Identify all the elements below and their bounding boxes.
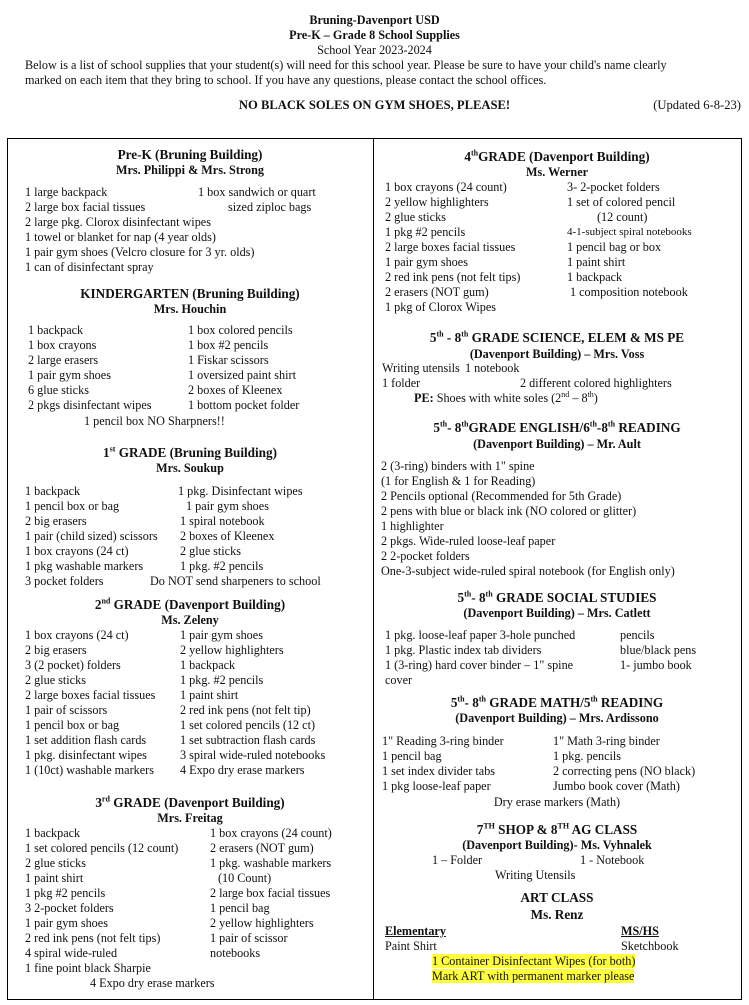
- gym-shoes-notice: NO BLACK SOLES ON GYM SHOES, PLEASE!: [238, 98, 511, 112]
- list-item: 1 pkg of Clorox Wipes: [385, 300, 496, 314]
- list-item: Writing utensils: [382, 361, 460, 375]
- list-item: 1 set colored pencils (12 count): [25, 841, 179, 855]
- shop-title-c: SHOP & 8: [494, 822, 558, 837]
- list-item: 1 folder: [382, 376, 421, 390]
- list-item: 1 pkg. Disinfectant wipes: [178, 484, 303, 498]
- art-elementary-item: Paint Shirt: [385, 939, 437, 953]
- math-title-f: th: [590, 694, 598, 704]
- list-item: 1 pair gym shoes (Velcro closure for 3 yr. olds): [25, 245, 255, 259]
- math-title-c: - 8: [464, 695, 479, 710]
- first-grade-sup: st: [109, 444, 116, 454]
- list-item: 1 backpack: [25, 484, 81, 498]
- list-item: 1 pair of scissor: [210, 931, 288, 945]
- list-item: 1 bottom pocket folder: [188, 398, 300, 412]
- column-divider: [373, 138, 374, 1000]
- social-title: [376, 590, 738, 606]
- list-item: 1 (10ct) washable markers: [25, 763, 154, 777]
- social-title-d: th: [485, 589, 493, 599]
- list-item: 1 paint shirt: [25, 871, 84, 885]
- list-item: 2 red ink pens (not felt tip): [180, 703, 311, 717]
- shop-left-item: 1 – Folder: [432, 853, 483, 867]
- art-note-2: [432, 969, 634, 984]
- third-grade-num: 3: [95, 795, 102, 810]
- list-item: 1 pkg. Plastic index tab dividers: [385, 643, 542, 657]
- science-title-a: 5: [429, 330, 437, 345]
- list-item: 2 glue sticks: [25, 856, 86, 870]
- list-item: 1 fine point black Sharpie: [25, 961, 151, 975]
- list-item: 2 big erasers: [25, 514, 87, 528]
- list-item: Do NOT send sharpeners to school: [150, 574, 321, 588]
- social-title-a: 5: [457, 590, 465, 605]
- english-subtitle: (Davenport Building) – Mr. Ault: [473, 437, 641, 451]
- updated-date: (Updated 6-8-23): [653, 98, 741, 112]
- math-title: [376, 695, 738, 711]
- science-pe-label: PE:: [414, 391, 434, 405]
- fourth-grade-num: 4: [464, 149, 471, 164]
- list-item: 1 Fiskar scissors: [188, 353, 269, 367]
- list-item: 2 large boxes facial tissues: [385, 240, 516, 254]
- list-item: 2 yellow highlighters: [385, 195, 489, 209]
- second-grade-sup: nd: [101, 596, 111, 606]
- art-note-1: [432, 954, 635, 969]
- social-title-c: - 8: [471, 590, 486, 605]
- art-title: ART CLASS: [520, 890, 594, 905]
- list-item: 2 pkgs disinfectant wipes: [28, 398, 152, 412]
- list-item: 1 set index divider tabs: [382, 764, 496, 778]
- list-item: 2 red ink pens (not felt tips): [25, 931, 161, 945]
- list-item: 2 boxes of Kleenex: [188, 383, 283, 397]
- art-elementary-label: Elementary: [385, 924, 446, 938]
- math-title-g: READING: [597, 695, 664, 710]
- list-item: 1 set of colored pencil: [567, 195, 676, 209]
- shop-title-a: 7: [476, 822, 484, 837]
- shop-title-e: AG CLASS: [569, 822, 638, 837]
- second-grade-num: 2: [94, 597, 102, 612]
- list-item: 2 large pkg. Clorox disinfectant wipes: [25, 215, 211, 229]
- math-subtitle: (Davenport Building) – Mrs. Ardissono: [455, 711, 659, 725]
- list-item: 1 pkg. #2 pencils: [180, 673, 264, 687]
- list-item: cover: [385, 673, 413, 687]
- list-item: 3 (2 pocket) folders: [25, 658, 121, 672]
- math-footer: Dry erase markers (Math): [493, 795, 621, 809]
- list-item: 1 pencil bag or box: [567, 240, 662, 254]
- list-item: 1 pencil bag: [210, 901, 270, 915]
- list-item: 1 backpack: [25, 826, 81, 840]
- list-item: (1 for English & 1 for Reading): [381, 474, 536, 488]
- list-item: 1 pkg loose-leaf paper: [382, 779, 491, 793]
- fourth-grade-rest: GRADE (Davenport Building): [478, 149, 650, 164]
- science-subtitle: (Davenport Building) – Mrs. Voss: [469, 347, 645, 361]
- third-grade-title: [10, 795, 370, 811]
- math-title-a: 5: [450, 695, 458, 710]
- list-item: 1 pair of scissors: [25, 703, 108, 717]
- art-mshs-item: Sketchbook: [621, 939, 679, 953]
- list-item: 1 pkg. washable markers: [210, 856, 332, 870]
- list-item: 1 pair (child sized) scissors: [25, 529, 158, 543]
- fourth-grade-title: [376, 149, 738, 165]
- list-item: 2 yellow highlighters: [210, 916, 314, 930]
- fourth-grade-sup: th: [471, 148, 479, 158]
- art-note-1-text: 1 Container Disinfectant Wipes (for both): [432, 954, 636, 968]
- shop-subtitle: (Davenport Building)- Ms. Vyhnalek: [462, 838, 652, 852]
- list-item: 1- jumbo book: [620, 658, 692, 672]
- list-item: 1 pencil bag: [382, 749, 442, 763]
- shop-title-d: TH: [557, 821, 570, 831]
- prek-teacher: Mrs. Philippi & Mrs. Strong: [115, 163, 265, 177]
- list-item: 1 box crayons (24 count): [210, 826, 332, 840]
- first-grade-rest: GRADE (Bruning Building): [115, 445, 277, 460]
- list-item: 1 oversized paint shirt: [188, 368, 296, 382]
- list-item: 1" Reading 3-ring binder: [382, 734, 504, 748]
- list-item: 2 yellow highlighters: [180, 643, 284, 657]
- science-pe-text: Shoes with white soles (2: [433, 391, 562, 405]
- list-item: 1 pair gym shoes: [186, 499, 269, 513]
- art-teacher: Ms. Renz: [530, 907, 584, 922]
- list-item: 1 highlighter: [381, 519, 444, 533]
- list-item: 1 pkg #2 pencils: [25, 886, 106, 900]
- list-item: 1 paint shirt: [180, 688, 239, 702]
- list-item: One-3-subject wide-ruled spiral notebook (for English only): [381, 564, 675, 578]
- art-mshs-label: MS/HS: [621, 924, 659, 938]
- list-item: 2 erasers (NOT gum): [210, 841, 314, 855]
- list-item: 1 notebook: [465, 361, 520, 375]
- list-item: 2 erasers (NOT gum): [385, 285, 489, 299]
- list-item: pencils: [620, 628, 655, 642]
- list-item: 1 pencil box or bag: [25, 718, 120, 732]
- list-item: 2 pkgs. Wide-ruled loose-leaf paper: [381, 534, 556, 548]
- third-grade-sup: rd: [101, 794, 110, 804]
- science-title-b: th: [436, 329, 444, 339]
- math-title-b: th: [457, 694, 465, 704]
- list-item: 2 different colored highlighters: [520, 376, 672, 390]
- kindergarten-teacher: Mrs. Houchin: [153, 302, 227, 316]
- list-item: 2 boxes of Kleenex: [180, 529, 275, 543]
- district-name: Bruning-Davenport USD: [309, 13, 440, 27]
- english-title-c: - 8: [447, 420, 462, 435]
- shop-footer: Writing Utensils: [495, 868, 576, 882]
- list-item: 1 pkg. loose-leaf paper 3-hole punched: [385, 628, 576, 642]
- english-title-b: th: [439, 419, 448, 429]
- fourth-grade-teacher: Ms. Werner: [525, 165, 589, 179]
- list-item: 4-1-subject spiral notebooks: [567, 226, 692, 238]
- first-grade-title: [10, 445, 370, 461]
- list-item: 1 pair gym shoes: [28, 368, 111, 382]
- science-title-d: th: [461, 329, 469, 339]
- list-item: 1 can of disinfectant spray: [25, 260, 154, 274]
- list-item: sized ziploc bags: [228, 200, 312, 214]
- third-grade-teacher: Mrs. Freitag: [157, 811, 223, 825]
- list-item: 2 large box facial tissues: [25, 200, 146, 214]
- list-item: 1 set subtraction flash cards: [180, 733, 316, 747]
- social-title-e: GRADE SOCIAL STUDIES: [492, 590, 657, 605]
- list-item: 3 2-pocket folders: [25, 901, 114, 915]
- math-title-d: th: [478, 694, 486, 704]
- list-item: 1 spiral notebook: [180, 514, 265, 528]
- list-item: 1 pair gym shoes: [180, 628, 263, 642]
- school-year: School Year 2023-2024: [317, 43, 432, 57]
- list-item: 1 pkg washable markers: [25, 559, 144, 573]
- list-item: 1 backpack: [28, 323, 84, 337]
- science-title: [376, 330, 738, 346]
- list-item: 4 Expo dry erase markers: [180, 763, 305, 777]
- list-item: 1 pkg. #2 pencils: [180, 559, 264, 573]
- list-item: 3- 2-pocket folders: [567, 180, 660, 194]
- shop-title-b: TH: [483, 821, 495, 831]
- english-title-g: -8: [596, 420, 608, 435]
- social-subtitle: (Davenport Building) – Mrs. Catlett: [463, 606, 651, 620]
- list-item: 1 pkg. disinfectant wipes: [25, 748, 147, 762]
- list-item: 1 composition notebook: [570, 285, 688, 299]
- first-grade-num: 1: [103, 445, 110, 460]
- list-item: 1 set colored pencils (12 ct): [180, 718, 316, 732]
- list-item: 2 glue sticks: [180, 544, 241, 558]
- list-item: 1 pkg. pencils: [553, 749, 622, 763]
- document-title: Pre-K – Grade 8 School Supplies: [289, 28, 460, 42]
- english-title-f: th: [589, 419, 597, 429]
- list-item: 1 box crayons (24 ct): [25, 544, 129, 558]
- list-item: 1 pair gym shoes: [385, 255, 468, 269]
- science-pe-line: [414, 391, 598, 406]
- list-item: 6 glue sticks: [28, 383, 89, 397]
- second-grade-teacher: Ms. Zeleny: [161, 613, 219, 627]
- list-item: 1 box colored pencils: [188, 323, 293, 337]
- list-item: 2 large boxes facial tissues: [25, 688, 156, 702]
- list-item: 1 set addition flash cards: [25, 733, 147, 747]
- third-grade-rest: GRADE (Davenport Building): [109, 795, 285, 810]
- list-item: Jumbo book cover (Math): [553, 779, 680, 793]
- english-title-i: READING: [615, 420, 681, 435]
- first-grade-teacher: Mrs. Soukup: [156, 461, 224, 475]
- list-item: 2 Pencils optional (Recommended for 5th Grade): [381, 489, 622, 503]
- intro-line-1: Below is a list of school supplies that your student(s) will need for this school year. Please be sure to have your child's name clearly: [25, 58, 667, 72]
- english-title-a: 5: [433, 420, 440, 435]
- list-item: 3 spiral wide-ruled notebooks: [180, 748, 326, 762]
- list-item: 1 box crayons: [28, 338, 97, 352]
- science-pe-sup1: nd: [561, 389, 570, 399]
- science-title-e: GRADE SCIENCE, ELEM & MS PE: [468, 330, 685, 345]
- list-item: 1 box sandwich or quart: [198, 185, 316, 199]
- list-item: 2 glue sticks: [385, 210, 446, 224]
- science-pe-sup2: th: [587, 389, 594, 399]
- kindergarten-footer: 1 pencil box NO Sharpners!!: [84, 414, 225, 428]
- social-title-b: th: [464, 589, 472, 599]
- list-item: notebooks: [210, 946, 261, 960]
- list-item: blue/black pens: [620, 643, 697, 657]
- list-item: 2 pens with blue or black ink (NO colored or glitter): [381, 504, 637, 518]
- list-item: 1 backpack: [180, 658, 236, 672]
- shop-right-item: 1 - Notebook: [580, 853, 645, 867]
- list-item: 1 pkg #2 pencils: [385, 225, 466, 239]
- shop-title: [376, 822, 738, 838]
- list-item: (10 Count): [218, 871, 272, 885]
- list-item: 1 pair gym shoes: [25, 916, 108, 930]
- art-note-2-text: Mark ART with permanent marker please: [432, 969, 635, 983]
- list-item: 1 (3-ring) hard cover binder – 1" spine: [385, 658, 574, 672]
- science-title-c: - 8: [443, 330, 462, 345]
- third-grade-footer: 4 Expo dry erase markers: [90, 976, 215, 990]
- list-item: 1 large backpack: [25, 185, 108, 199]
- english-title-d: th: [461, 419, 469, 429]
- list-item: 2 (3-ring) binders with 1" spine: [381, 459, 535, 473]
- list-item: 2 2-pocket folders: [381, 549, 470, 563]
- list-item: 1 paint shirt: [567, 255, 626, 269]
- list-item: 1" Math 3-ring binder: [553, 734, 660, 748]
- science-pe-end: ): [593, 391, 598, 405]
- list-item: 2 large erasers: [28, 353, 99, 367]
- list-item: 1 box crayons (24 ct): [25, 628, 129, 642]
- list-item: 4 spiral wide-ruled: [25, 946, 118, 960]
- list-item: 1 backpack: [567, 270, 623, 284]
- kindergarten-title: KINDERGARTEN (Bruning Building): [80, 286, 300, 301]
- second-grade-rest: GRADE (Davenport Building): [110, 597, 286, 612]
- list-item: 1 box crayons (24 count): [385, 180, 507, 194]
- list-item: 2 large box facial tissues: [210, 886, 331, 900]
- list-item: 1 pencil box or bag: [25, 499, 120, 513]
- list-item: 2 glue sticks: [25, 673, 86, 687]
- list-item: 2 big erasers: [25, 643, 87, 657]
- intro-line-2: marked on each item that they bring to school. If you have any questions, please contact the school offices.: [25, 73, 547, 87]
- list-item: 2 correcting pens (NO black): [553, 764, 696, 778]
- second-grade-title: [10, 597, 370, 613]
- english-title: [376, 420, 738, 436]
- list-item: (12 count): [597, 210, 648, 224]
- math-title-e: GRADE MATH/5: [485, 695, 591, 710]
- list-item: 1 towel or blanket for nap (4 year olds): [25, 230, 216, 244]
- science-pe-mid: – 8: [569, 391, 588, 405]
- list-item: 2 red ink pens (not felt tips): [385, 270, 521, 284]
- list-item: 3 pocket folders: [25, 574, 104, 588]
- english-title-e: GRADE ENGLISH/6: [468, 420, 590, 435]
- english-title-h: th: [607, 419, 616, 429]
- prek-title: Pre-K (Bruning Building): [117, 147, 263, 162]
- list-item: 1 box #2 pencils: [188, 338, 269, 352]
